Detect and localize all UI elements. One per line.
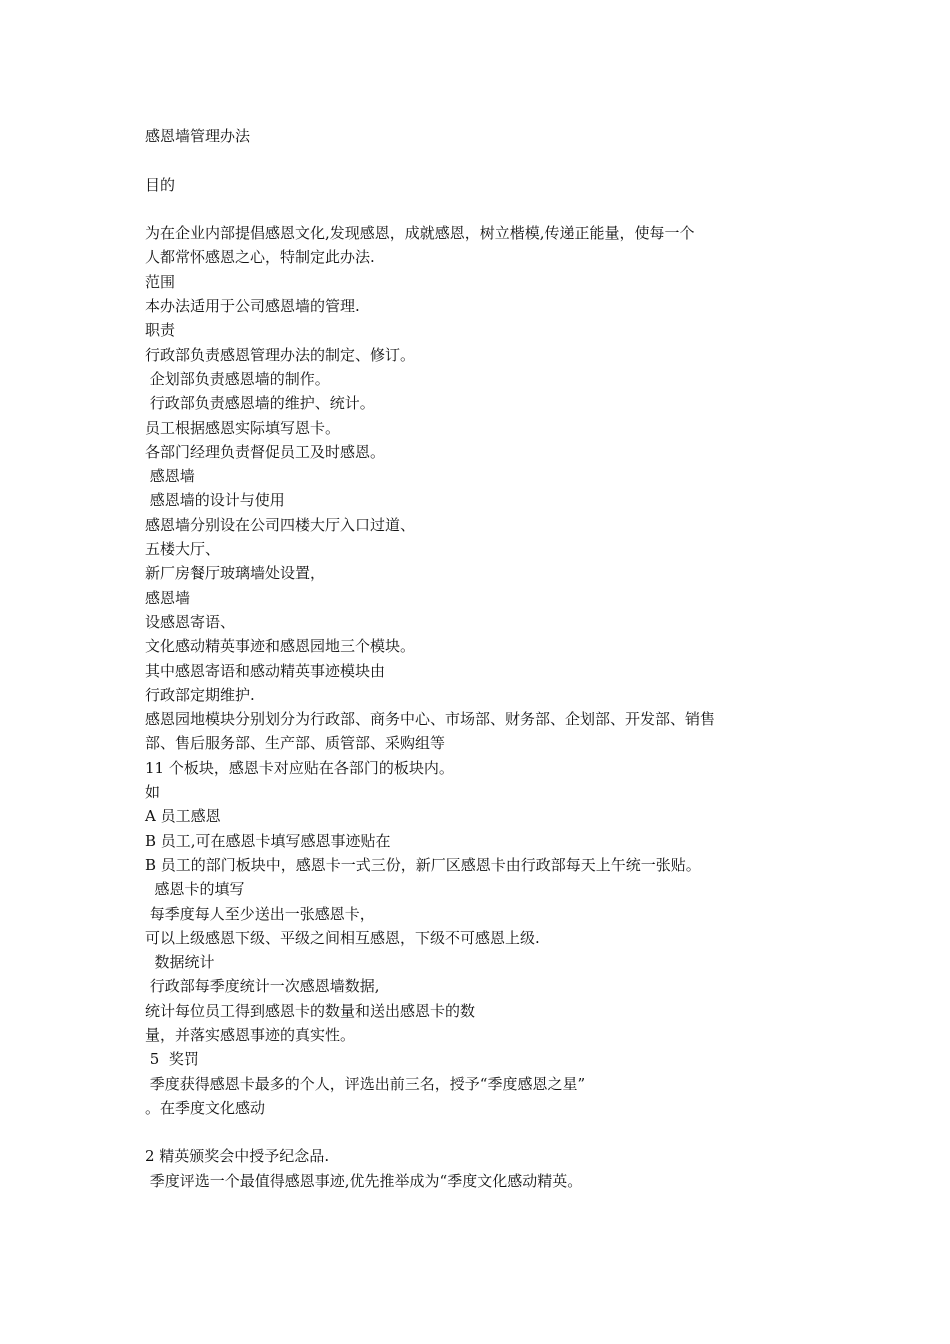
text-line: 文化感动精英事迹和感恩园地三个模块。 — [145, 637, 416, 656]
text-line: 行政部每季度统计一次感恩墙数据, — [145, 977, 380, 996]
text-line: 人都常怀感恩之心，特制定此办法. — [145, 248, 375, 267]
text-line: 其中感恩寄语和感动精英事迹模块由 — [145, 661, 386, 680]
text-line: 职责 — [145, 321, 176, 340]
text-line: 5 奖罚 — [145, 1050, 199, 1069]
text-line: 每季度每人至少送出一张感恩卡， — [145, 904, 375, 923]
text-line: 感恩墙 — [145, 467, 195, 486]
text-line: 各部门经理负责督促员工及时感恩。 — [145, 442, 386, 461]
text-line: 季度评选一个最值得感恩事迹,优先推举成为“季度文化感动精英。 — [145, 1171, 583, 1190]
text-line: 感恩墙分别设在公司四楼大厅入口过道、 — [145, 515, 416, 534]
text-line: A 员工感恩 — [145, 807, 221, 826]
text-line: B 员工的部门板块中，感恩卡一式三份，新厂区感恩卡由行政部每天上午统一张贴。 — [145, 855, 701, 874]
text-line: 感恩园地模块分别划分为行政部、商务中心、市场部、财务部、企划部、开发部、销售 — [145, 710, 716, 729]
text-line: 可以上级感恩下级、平级之间相互感恩，下级不可感恩上级. — [145, 928, 540, 947]
text-line: 感恩墙的设计与使用 — [145, 491, 285, 510]
text-line: 数据统计 — [145, 953, 215, 972]
document-title: 感恩墙管理办法 — [145, 127, 251, 145]
text-line: 2 精英颁奖会中授予纪念品. — [145, 1147, 330, 1166]
text-line: 统计每位员工得到感恩卡的数量和送出感恩卡的数 — [145, 1001, 476, 1020]
text-line: 本办法适用于公司感恩墙的管理. — [145, 297, 360, 316]
text-line: 季度获得感恩卡最多的个人，评选出前三名，授予“季度感恩之星” — [145, 1074, 586, 1093]
text-line: 新厂房餐厅玻璃墙处设置， — [145, 564, 326, 583]
text-line: 设感恩寄语、 — [145, 612, 236, 631]
text-line: 范围 — [145, 272, 176, 291]
text-line: 五楼大厅、 — [145, 540, 221, 559]
text-line: 11 个板块，感恩卡对应贴在各部门的板块内。 — [145, 758, 454, 777]
text-line: 行政部负责感恩管理办法的制定、修订。 — [145, 345, 416, 364]
text-line: 。在季度文化感动 — [145, 1098, 266, 1117]
blank-line — [145, 148, 805, 172]
text-line: 如 — [145, 783, 161, 802]
text-line: 行政部定期维护. — [145, 685, 255, 704]
text-line: 量，并落实感恩事迹的真实性。 — [145, 1025, 356, 1044]
text-line: 员工根据感恩实际填写恩卡。 — [145, 418, 341, 437]
document-lines — [145, 173, 805, 1193]
text-line — [145, 197, 805, 221]
text-line: B 员工,可在感恩卡填写感恩事迹贴在 — [145, 831, 391, 850]
text-line: 行政部负责感恩墙的维护、统计。 — [145, 394, 375, 413]
text-line: 目的 — [145, 175, 176, 194]
text-line: 感恩卡的填写 — [145, 880, 245, 899]
text-line: 为在企业内部提倡感恩文化,发现感恩，成就感恩，树立楷模,传递正能量，使每一个 — [145, 224, 695, 243]
text-line: 企划部负责感恩墙的制作。 — [145, 369, 330, 388]
text-line — [145, 1120, 805, 1144]
document-body — [145, 124, 805, 1193]
text-line: 部、售后服务部、生产部、质管部、采购组等 — [145, 734, 446, 753]
text-line: 感恩墙 — [145, 588, 191, 607]
